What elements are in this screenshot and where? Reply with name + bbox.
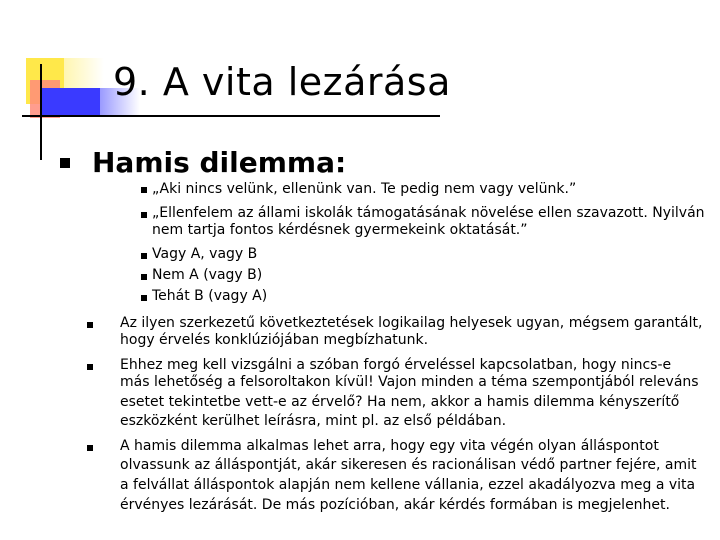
example-line: Nem A (vagy B): [152, 267, 263, 283]
point-line: más lehetőség a felsoroltakon kívül! Vajon minden a téma szempontjából releváns: [120, 374, 699, 390]
example-line: nem tartja fontos kérdésnek gyermekeink oktatását.”: [152, 222, 528, 238]
point-line: Az ilyen szerkezetű következtetések logikailag helyesek ugyan, mégsem garantált,: [120, 315, 703, 331]
decoration-vertical-line: [40, 64, 42, 160]
point-line: esetet tekintetbe vett-e az érvelő? Ha nem, akkor a hamis dilemma kényszerítő: [120, 394, 680, 410]
heading-text: Hamis dilemma:: [92, 146, 347, 179]
example-line: „Ellenfelem az állami iskolák támogatásának növelése ellen szavazott. Nyilván: [152, 205, 705, 221]
decoration-blue-bar: [40, 88, 100, 116]
point-line: érvényes lezárását. De más pozícióban, akár kérdés formában is megjelenhet.: [120, 497, 670, 513]
point-line: eszközként kerülhet leírásra, mint pl. az első példában.: [120, 413, 507, 429]
slide-title: 9. A vita lezárása: [113, 60, 451, 104]
square-bullet-icon: [141, 295, 147, 301]
square-bullet-icon: [87, 364, 93, 370]
point-line: hogy érvelés konklúziójában megbízhatunk.: [120, 332, 429, 348]
square-bullet-icon: [141, 274, 147, 280]
point-line: olvassunk az álláspontját, akár sikeresen és racionálisan védő partner fejére, amit: [120, 457, 697, 473]
square-bullet-icon: [141, 212, 147, 218]
point-line: a felvállat álláspontok alapján nem kellene vállania, ezzel akadályozva meg a vita: [120, 477, 696, 493]
square-bullet-icon: [141, 187, 147, 193]
point-line: Ehhez meg kell vizsgálni a szóban forgó érveléssel kapcsolatban, hogy nincs-e: [120, 357, 672, 373]
example-line: Vagy A, vagy B: [152, 246, 258, 262]
example-line: Tehát B (vagy A): [152, 288, 268, 304]
example-line: „Aki nincs velünk, ellenünk van. Te pedig nem vagy velünk.”: [152, 181, 577, 197]
square-bullet-icon: [60, 158, 70, 168]
square-bullet-icon: [141, 253, 147, 259]
square-bullet-icon: [87, 445, 93, 451]
square-bullet-icon: [87, 322, 93, 328]
point-line: A hamis dilemma alkalmas lehet arra, hogy egy vita végén olyan álláspontot: [120, 438, 659, 454]
decoration-horizontal-line: [22, 115, 440, 117]
